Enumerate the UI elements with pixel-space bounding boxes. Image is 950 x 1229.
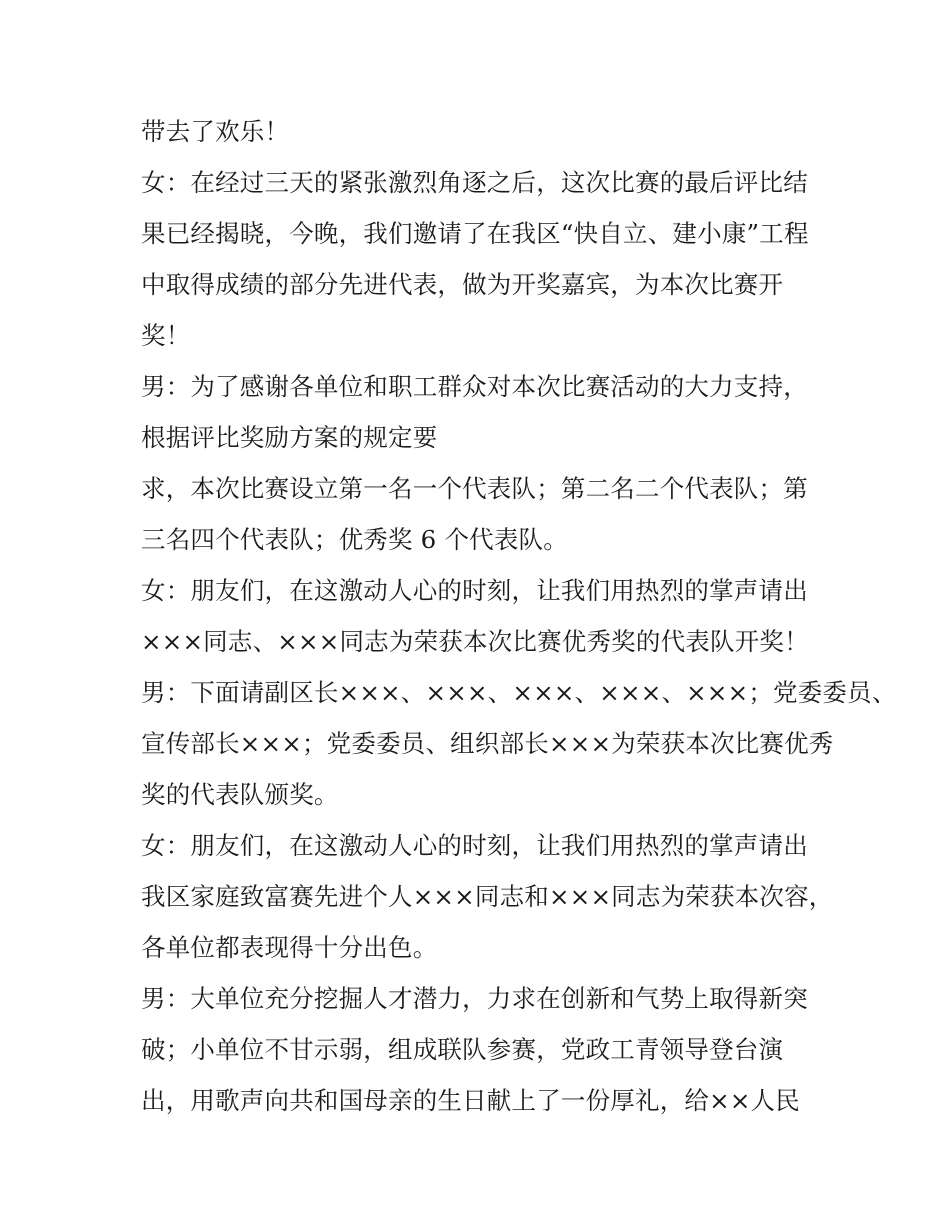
document-body bbox=[141, 106, 897, 1126]
text-line: 三名四个代表队；优秀奖 6 个代表队。 bbox=[141, 525, 568, 554]
text-line: 奖！ bbox=[141, 321, 191, 350]
text-line: 女：朋友们，在这激动人心的时刻，让我们用热烈的掌声请出 bbox=[141, 831, 808, 860]
text-line: 根据评比奖励方案的规定要 bbox=[141, 423, 438, 452]
text-line: 带去了欢乐！ bbox=[141, 117, 290, 146]
text-line: 宣传部长×××；党委委员、组织部长×××为荣获本次比赛优秀 bbox=[141, 729, 834, 758]
text-line: 出，用歌声向共和国母亲的生日献上了一份厚礼，给××人民 bbox=[141, 1086, 800, 1115]
text-line: 求，本次比赛设立第一名一个代表队；第二名二个代表队；第 bbox=[141, 474, 808, 503]
text-line: 男：下面请副区长×××、×××、×××、×××、×××；党委委员、 bbox=[141, 678, 897, 707]
text-line: 男：为了感谢各单位和职工群众对本次比赛活动的大力支持， bbox=[141, 372, 808, 401]
text-line: 果已经揭晓，今晚，我们邀请了在我区“快自立、建小康”工程 bbox=[141, 219, 809, 248]
text-line: 中取得成绩的部分先进代表，做为开奖嘉宾，为本次比赛开 bbox=[141, 270, 784, 299]
text-line: ×××同志、×××同志为荣获本次比赛优秀奖的代表队开奖！ bbox=[141, 627, 809, 656]
text-line: 各单位都表现得十分出色。 bbox=[141, 933, 438, 962]
text-line: 破；小单位不甘示弱，组成联队参赛，党政工青领导登台演 bbox=[141, 1035, 784, 1064]
text-line: 奖的代表队颁奖。 bbox=[141, 780, 339, 809]
text-line: 女：朋友们，在这激动人心的时刻，让我们用热烈的掌声请出 bbox=[141, 576, 808, 605]
text-line: 我区家庭致富赛先进个人×××同志和×××同志为荣获本次容， bbox=[141, 882, 834, 911]
text-line: 女：在经过三天的紧张激烈角逐之后，这次比赛的最后评比结 bbox=[141, 168, 808, 197]
text-line: 男：大单位充分挖掘人才潜力，力求在创新和气势上取得新突 bbox=[141, 984, 808, 1013]
